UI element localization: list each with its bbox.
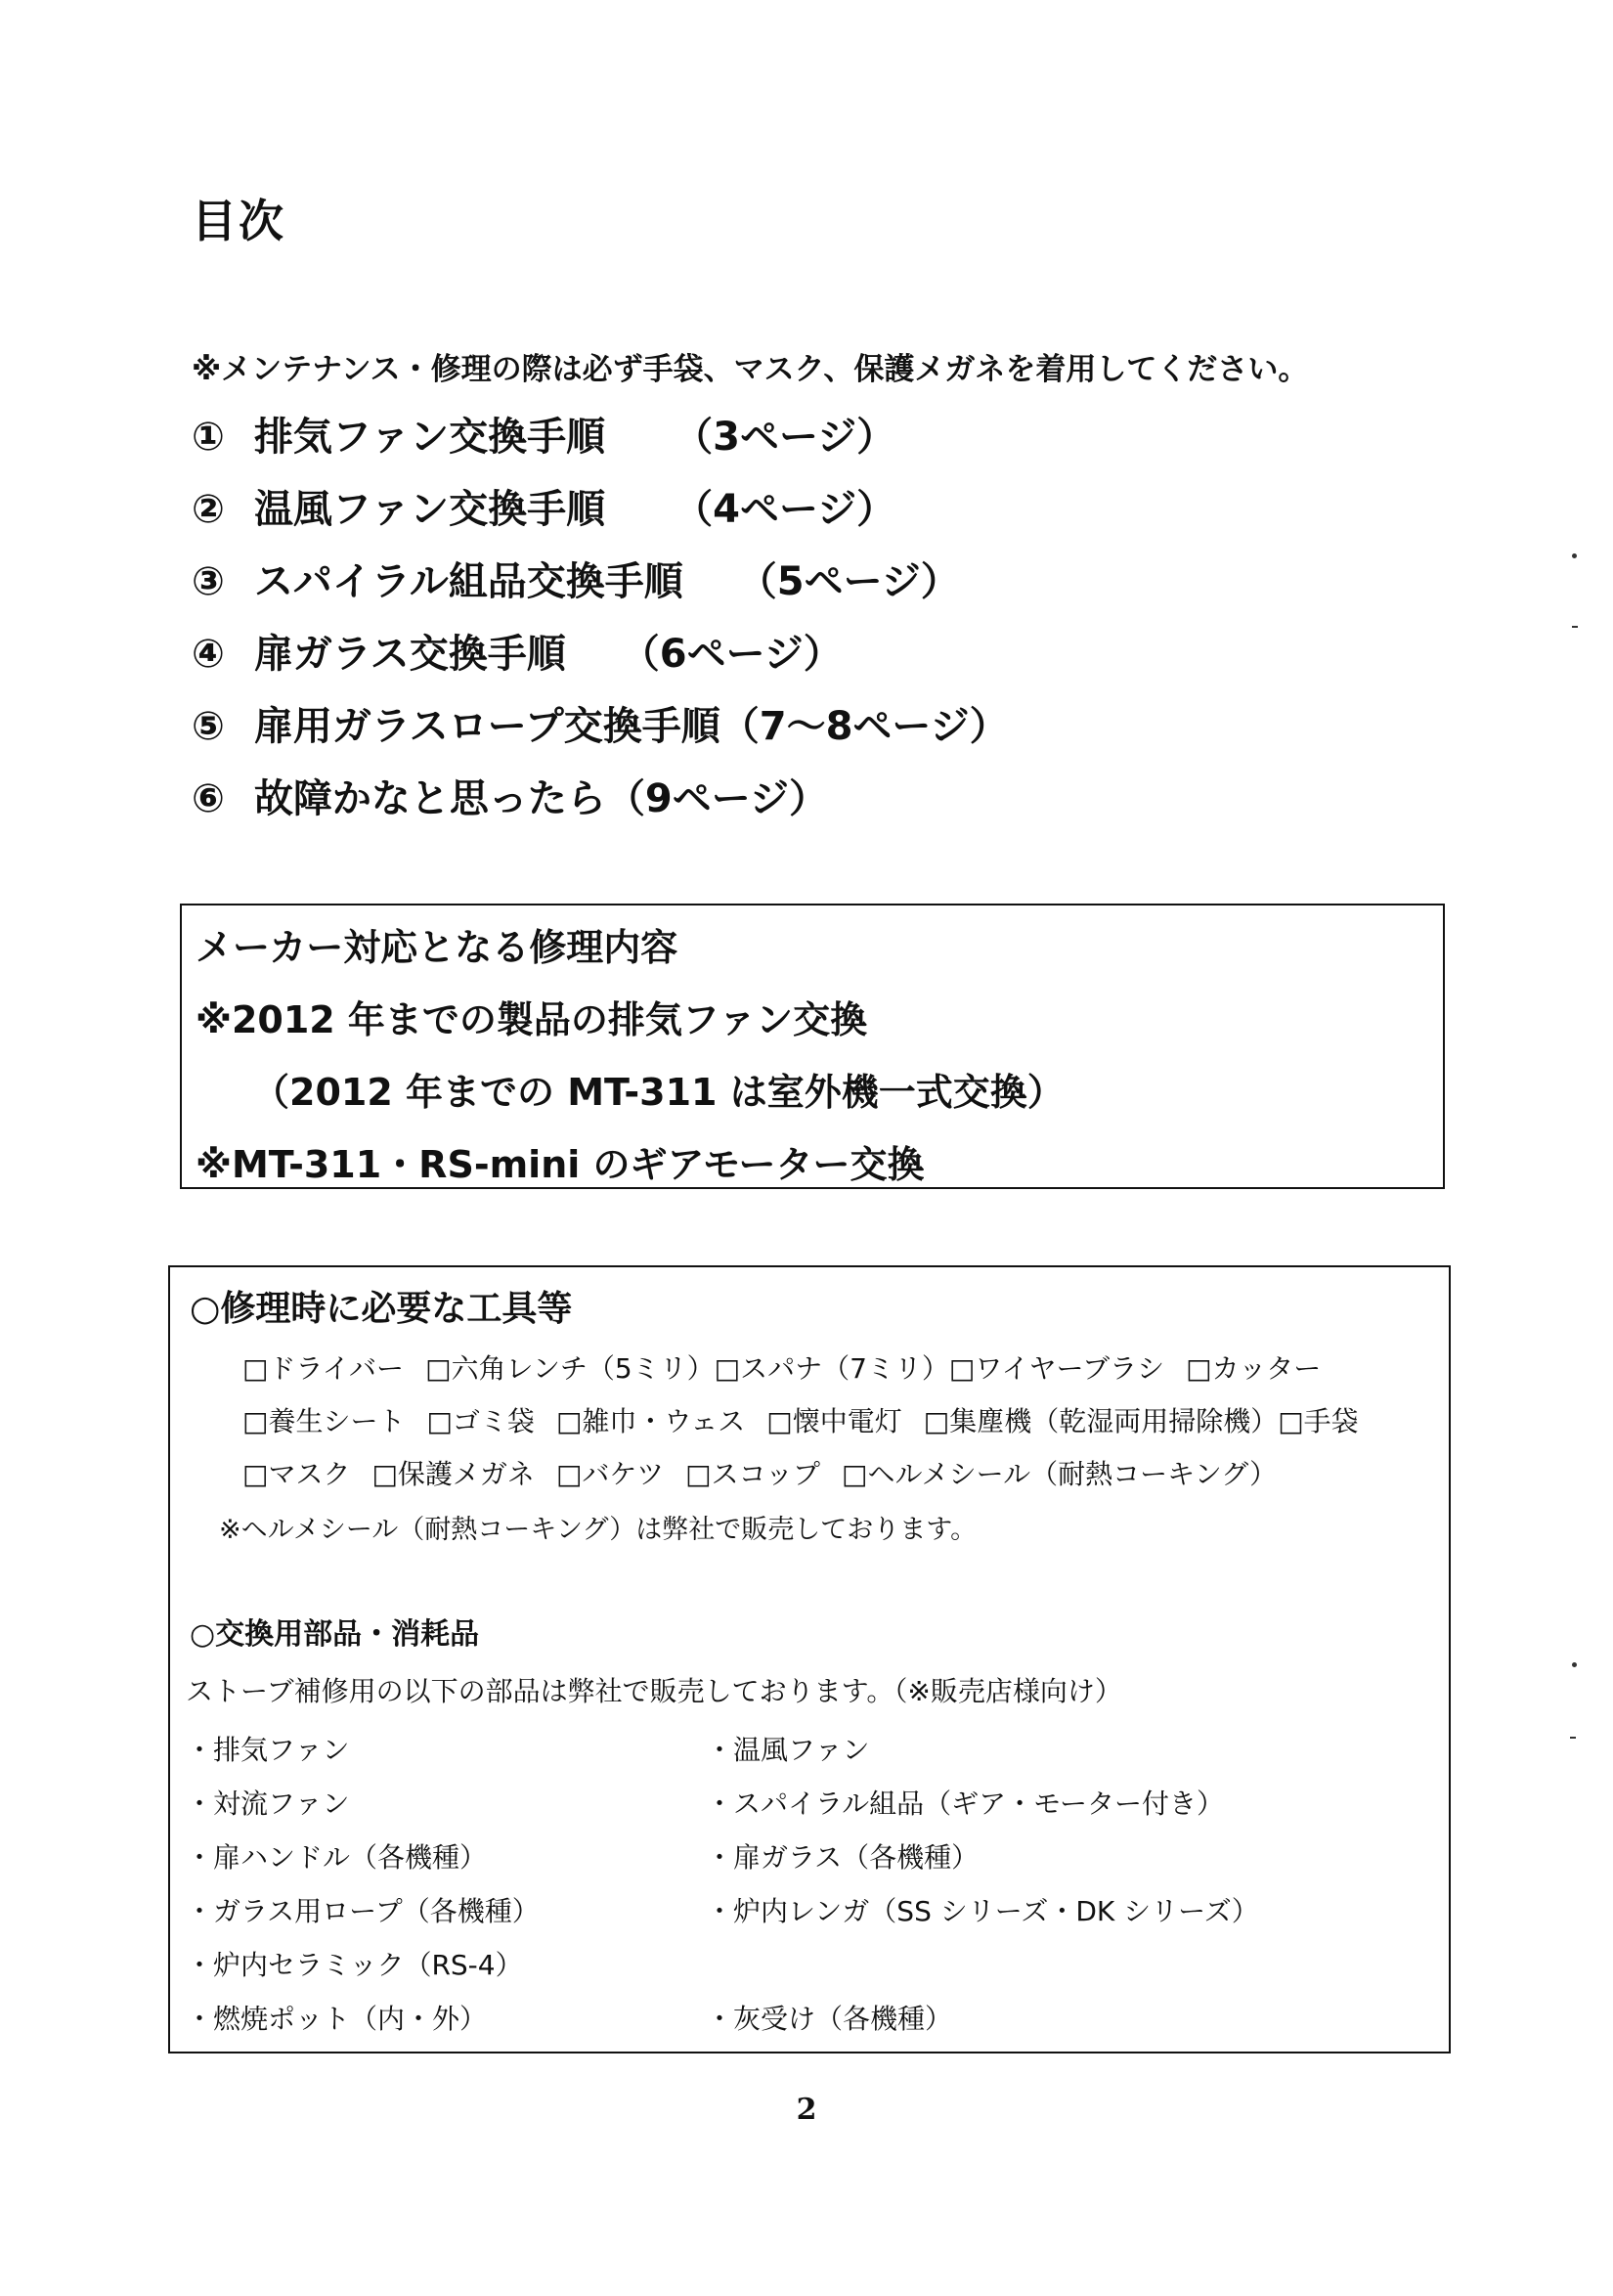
scan-speck — [1572, 626, 1578, 628]
toc-number: ③ — [192, 559, 225, 604]
toc-number: ① — [192, 415, 225, 460]
parts-heading: ○交換用部品・消耗品 — [190, 1617, 480, 1652]
toc-page: （9ページ） — [605, 776, 828, 821]
part-item: ・扉ハンドル（各機種） — [186, 1841, 488, 1874]
tool-item: □バケツ — [555, 1458, 665, 1490]
part-item: ・炉内レンガ（SS シリーズ・DK シリーズ） — [706, 1895, 1259, 1927]
tools-row — [242, 1400, 1380, 1439]
safety-notice: ※メンテナンス・修理の際は必ず手袋、マスク、保護メガネを着用してください。 — [192, 352, 1309, 387]
part-item: ・対流ファン — [186, 1788, 350, 1820]
maker-repair-line: （2012 年までの MT-311 は室外機一式交換） — [252, 1071, 1065, 1114]
toc-text: 扉ガラス交換手順 — [253, 632, 566, 677]
part-item: ・ガラス用ロープ（各機種） — [186, 1895, 540, 1927]
maker-repair-heading: メーカー対応となる修理内容 — [196, 926, 678, 969]
tool-item: □雑巾・ウェス — [555, 1405, 746, 1437]
tool-item: □ヘルメシール（耐熱コーキング） — [842, 1458, 1278, 1490]
table-of-contents — [192, 409, 1009, 843]
tool-item: □六角レンチ（5ミリ）□スパナ（7ミリ）□ワイヤーブラシ — [425, 1352, 1165, 1385]
toc-number: ⑤ — [192, 704, 225, 749]
maker-repair-line: ※MT-311・RS-mini のギアモーター交換 — [196, 1143, 925, 1186]
maker-repair-box — [180, 904, 1445, 1189]
tool-item: □スコップ — [685, 1458, 821, 1490]
toc-item[interactable] — [192, 626, 1009, 698]
toc-page: （7～8ページ） — [719, 704, 1009, 749]
maker-repair-line: ※2012 年までの製品の排気ファン交換 — [196, 998, 868, 1041]
tool-item: □懐中電灯 — [766, 1405, 902, 1437]
toc-item[interactable] — [192, 698, 1009, 771]
tool-item: □ドライバー — [242, 1352, 405, 1385]
toc-page: （3ページ） — [674, 415, 896, 460]
toc-item[interactable] — [192, 553, 1009, 626]
tools-row — [242, 1347, 1342, 1387]
toc-number: ④ — [192, 632, 225, 677]
tools-parts-box — [168, 1265, 1451, 2053]
part-item: ・扉ガラス（各機種） — [706, 1841, 980, 1874]
page-number: 2 — [796, 2093, 817, 2127]
toc-item[interactable] — [192, 481, 1009, 553]
scan-speck — [1570, 1737, 1576, 1739]
toc-item[interactable] — [192, 409, 1009, 481]
tool-item: □ゴミ袋 — [426, 1405, 535, 1437]
part-item: ・炉内セラミック（RS-4） — [186, 1949, 523, 1981]
tool-item: □マスク — [242, 1458, 351, 1490]
tool-item: □養生シート — [242, 1405, 406, 1437]
part-item: ・スパイラル組品（ギア・モーター付き） — [706, 1788, 1225, 1820]
part-item: ・灰受け（各機種） — [706, 2003, 953, 2035]
part-item: ・燃焼ポット（内・外） — [186, 2003, 488, 2035]
part-item: ・排気ファン — [186, 1734, 350, 1766]
scan-speck — [1572, 1662, 1577, 1667]
toc-number: ⑥ — [192, 776, 225, 821]
parts-intro: ストーブ補修用の以下の部品は弊社で販売しております。（※販売店様向け） — [186, 1675, 1122, 1707]
tools-note: ※ヘルメシール（耐熱コーキング）は弊社で販売しております。 — [219, 1515, 978, 1545]
toc-page: （4ページ） — [674, 487, 896, 532]
tool-item: □カッター — [1186, 1352, 1322, 1385]
toc-text: スパイラル組品交換手順 — [253, 559, 683, 604]
toc-text: 故障かなと思ったら — [253, 776, 606, 821]
toc-text: 扉用ガラスロープ交換手順 — [253, 704, 720, 749]
part-item: ・温風ファン — [706, 1734, 870, 1766]
toc-item[interactable] — [192, 771, 1009, 843]
toc-page: （5ページ） — [737, 559, 960, 604]
page-title: 目次 — [192, 195, 285, 247]
toc-text: 排気ファン交換手順 — [253, 415, 606, 460]
scan-speck — [1572, 553, 1577, 558]
toc-number: ② — [192, 487, 225, 532]
toc-text: 温風ファン交換手順 — [253, 487, 606, 532]
tools-heading: ○修理時に必要な工具等 — [190, 1289, 573, 1329]
tools-row — [242, 1453, 1298, 1492]
toc-page: （6ページ） — [620, 632, 843, 677]
tool-item: □保護メガネ — [371, 1458, 535, 1490]
tool-item: □集塵機（乾湿両用掃除機）□手袋 — [923, 1405, 1359, 1437]
